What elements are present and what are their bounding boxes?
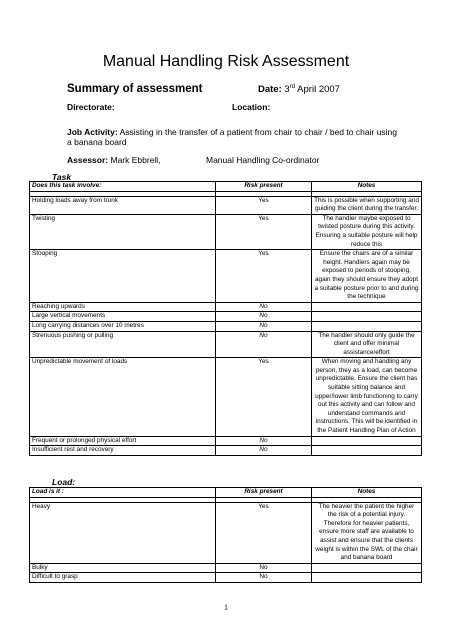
location-label: Location:	[232, 102, 271, 112]
notes-text: The handler maybe exposed to twisted posture during this activity. Ensuring a suitable posture will help reduce this	[312, 214, 422, 249]
date-label: Date:	[258, 84, 282, 96]
task-header-activity: Does this task involve:	[30, 182, 216, 192]
load-item: Heavy	[30, 502, 216, 563]
risk-value: No	[216, 312, 312, 322]
notes-text: The handler should only guide the client and offer minimal assistance/effort	[312, 331, 422, 358]
assessor-field	[67, 155, 161, 165]
task-header-risk: Risk present	[216, 182, 312, 192]
risk-value: No	[216, 302, 312, 312]
load-header-notes: Notes	[312, 488, 422, 498]
notes-text	[312, 563, 422, 573]
task-item: Long carrying distances over 10 metres	[30, 321, 216, 331]
table-row	[30, 563, 422, 573]
task-item: Large vertical movements	[30, 312, 216, 322]
load-table	[29, 487, 422, 583]
notes-text: Ensure the chairs are of a similar height. Handlers again may be exposed to periods of stooping, again they should ensure they adopt a suitable posture prior to and during the technique	[312, 250, 422, 303]
table-row	[30, 302, 422, 312]
notes-text: The heavier the patient the higher the risk of a potential injury. Therefore for heavier patients, ensure more staff are available to assist and ensure that the clients weight is within the SWL of the chair and banana board	[312, 502, 422, 563]
task-item: Insufficient rest and recovery	[30, 446, 216, 456]
risk-value: No	[216, 573, 312, 583]
risk-value: No	[216, 331, 312, 358]
task-item: Strenuous pushing or pulling	[30, 331, 216, 358]
document-title: Manual Handling Risk Assessment	[102, 53, 350, 70]
table-row	[30, 502, 422, 563]
date-day: 3	[284, 84, 290, 96]
task-item: Unpredictable movement of loads	[30, 358, 216, 436]
load-section-heading: Load:	[52, 477, 76, 487]
notes-text	[312, 321, 422, 331]
table-row	[30, 573, 422, 583]
date-field	[258, 84, 340, 95]
risk-value: Yes	[216, 358, 312, 436]
table-row	[30, 446, 422, 456]
risk-value: Yes	[216, 214, 312, 249]
load-header-item: Load is it :	[30, 488, 216, 498]
risk-value: No	[216, 563, 312, 573]
notes-text	[312, 573, 422, 583]
table-row	[30, 436, 422, 446]
task-table	[29, 181, 422, 456]
task-item: Twisting	[30, 214, 216, 249]
load-item: Bulky	[30, 563, 216, 573]
risk-value: Yes	[216, 502, 312, 563]
notes-text: When moving and handling any person, they as a load, can become unpredictable. Ensure the client has suitable sitting balance and upper/lower limb functioning to carry out this activity and can follow and understand commands and instructions. This will be identified in the Patient Handling Plan of Action	[312, 358, 422, 436]
risk-value: No	[216, 321, 312, 331]
notes-text	[312, 302, 422, 312]
job-activity	[67, 127, 397, 147]
notes-text: This is possible when supporting and guiding the client during the transfer.	[312, 196, 422, 214]
load-header-risk: Risk present	[216, 488, 312, 498]
notes-text	[312, 436, 422, 446]
assessor-name: Mark Ebbrell,	[110, 155, 161, 165]
date-suffix: rd	[289, 84, 296, 90]
job-activity-label: Job Activity:	[67, 127, 118, 137]
load-table-header	[30, 488, 422, 498]
table-row	[30, 196, 422, 214]
risk-value: Yes	[216, 250, 312, 303]
task-item: Reaching upwards	[30, 302, 216, 312]
table-row	[30, 214, 422, 249]
table-row	[30, 312, 422, 322]
directorate-label: Directorate:	[67, 102, 115, 112]
assessor-label: Assessor:	[67, 155, 109, 165]
task-item: Frequent or prolonged physical effort	[30, 436, 216, 446]
table-row	[30, 250, 422, 303]
table-row	[30, 321, 422, 331]
assessor-role: Manual Handling Co-ordinator	[206, 155, 320, 165]
risk-value: No	[216, 446, 312, 456]
risk-value: No	[216, 436, 312, 446]
load-item: Difficult to grasp	[30, 573, 216, 583]
job-activity-text: Assisting in the transfer of a patient from chair to chair / bed to chair using a banana board	[67, 127, 397, 147]
notes-text	[312, 312, 422, 322]
task-item: Holding loads away from trunk	[30, 196, 216, 214]
task-section-heading: Task	[52, 172, 72, 182]
page-number: 1	[224, 603, 228, 612]
risk-value: Yes	[216, 196, 312, 214]
task-item: Stooping	[30, 250, 216, 303]
task-header-notes: Notes	[312, 182, 422, 192]
notes-text	[312, 446, 422, 456]
table-row	[30, 358, 422, 436]
summary-heading: Summary of assessment	[67, 83, 203, 95]
table-row	[30, 331, 422, 358]
task-table-header	[30, 182, 422, 192]
date-rest: April 2007	[297, 84, 340, 96]
